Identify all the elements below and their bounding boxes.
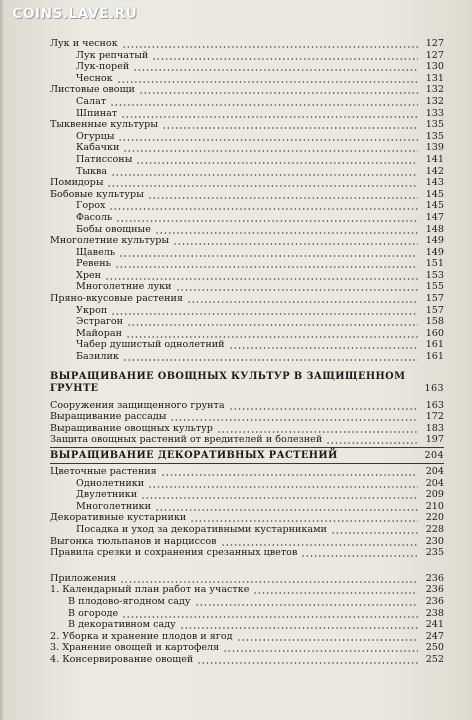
toc-entry-title: Майоран [76, 327, 122, 339]
toc-entry [50, 177, 444, 189]
toc-entry-title: Огурцы [76, 130, 115, 142]
toc-entry [50, 247, 444, 259]
leader-dots [123, 142, 418, 154]
heading-line-1: ВЫРАЩИВАНИЕ ДЕКОРАТИВНЫХ РАСТЕНИЙ [50, 450, 338, 461]
toc-page-number: 220 [425, 512, 444, 524]
toc-entry-title: Чабер душистый однолетний [76, 339, 225, 351]
toc-entry [50, 258, 444, 270]
toc-entry-title: Тыква [76, 165, 108, 177]
toc-entry [50, 50, 444, 62]
leader-dots [148, 189, 418, 201]
toc-page-number: 143 [425, 177, 444, 189]
leader-dots [326, 434, 418, 446]
toc-entry-title: Однолетники [76, 477, 145, 489]
leader-dots [126, 328, 418, 340]
toc-entry-title: Двулетники [76, 489, 138, 501]
toc-entry-title: Тыквенные культуры [50, 119, 158, 131]
leader-dots [170, 411, 418, 423]
toc-page-number: 197 [425, 434, 444, 446]
toc-page-number: 158 [425, 316, 444, 328]
leader-dots [120, 573, 418, 585]
toc-entry-title: В плодово-ягодном саду [68, 595, 191, 607]
toc-page-number: 236 [425, 572, 444, 584]
toc-page-number: 161 [425, 351, 444, 363]
toc-page-number: 135 [425, 130, 444, 142]
toc-entry-title: 3. Хранение овощей и картофеля [50, 642, 220, 654]
leader-dots [110, 96, 418, 108]
leader-dots [223, 642, 418, 654]
toc-page-number: 210 [425, 500, 444, 512]
leader-dots [176, 281, 418, 293]
toc-entry-title: Листовые овощи [50, 84, 135, 96]
leader-dots [195, 596, 418, 608]
toc-section-appendix [50, 573, 444, 666]
toc-page-number: 228 [425, 523, 444, 535]
toc-entry-title: Выгонка тюльпанов и нарциссов [50, 535, 217, 547]
toc-entry [50, 142, 444, 154]
toc-entry [50, 423, 444, 435]
divider [50, 447, 444, 448]
toc-page-number: 252 [425, 653, 444, 665]
toc-entry-title: В огороде [68, 607, 119, 619]
toc-entry [50, 73, 444, 85]
toc-entry [50, 466, 444, 478]
toc-entry [50, 339, 444, 351]
toc-entry-title: Лук репчатый [76, 49, 149, 61]
leader-dots [221, 536, 418, 548]
toc-page-number: 236 [425, 595, 444, 607]
toc-entry [50, 270, 444, 282]
leader-dots [187, 293, 418, 305]
leader-dots [139, 84, 418, 96]
toc-page-number: 157 [425, 304, 444, 316]
toc-entry-title: Эстрагон [76, 316, 124, 328]
toc-page-number: 133 [425, 107, 444, 119]
leader-dots [229, 400, 418, 412]
leader-dots [107, 177, 418, 189]
toc-entry-title: Посадка и уход за декоративными кустарниками [76, 523, 327, 535]
toc-page-number: 155 [425, 281, 444, 293]
leader-dots [331, 524, 418, 536]
toc-entry-title: Горох [76, 200, 106, 212]
toc-entry-title: Цветочные растения [50, 466, 157, 477]
leader-dots [111, 305, 418, 317]
toc-page-number: 204 [425, 466, 444, 477]
toc-section-decorative [50, 466, 444, 559]
toc-entry [50, 84, 444, 96]
toc-entry [50, 584, 444, 596]
toc-entry [50, 642, 444, 654]
leader-dots [111, 166, 418, 178]
leader-dots [121, 108, 418, 120]
toc-entry [50, 524, 444, 536]
toc-entry-title: Бобовые культуры [50, 188, 144, 200]
toc-page-number: 209 [425, 489, 444, 501]
toc-entry [50, 281, 444, 293]
toc-entry-title: В декоративном саду [68, 619, 176, 631]
divider [50, 463, 444, 464]
toc-entry-title: Шпинат [76, 107, 118, 119]
toc-entry [50, 96, 444, 108]
watermark: COINS.LAVE.RU [12, 6, 138, 22]
toc-section-greenhouse [50, 400, 444, 446]
toc-entry [50, 119, 444, 131]
toc-entry [50, 536, 444, 548]
leader-dots [141, 489, 418, 501]
leader-dots [162, 119, 418, 131]
toc-entry [50, 166, 444, 178]
leader-dots [190, 512, 418, 524]
toc-entry-title: Выращивание овощных культур [50, 422, 213, 434]
leader-dots [197, 654, 418, 666]
toc-page-number: 160 [425, 327, 444, 339]
leader-dots [253, 584, 418, 596]
toc-page-number: 149 [425, 246, 444, 258]
toc-entry-title: Помидоры [50, 177, 104, 189]
leader-dots [155, 224, 418, 236]
leader-dots [161, 466, 418, 478]
toc-page-number: 235 [425, 547, 444, 559]
toc-entry [50, 224, 444, 236]
toc-entry [50, 328, 444, 340]
toc-entry-title: Базилик [76, 351, 119, 363]
toc-entry [50, 200, 444, 212]
toc-entry-title: Приложения [50, 572, 117, 584]
toc-page-number: 139 [425, 142, 444, 154]
toc-page-number: 236 [425, 584, 444, 596]
toc-entry [50, 61, 444, 73]
toc-page-number: 172 [425, 411, 444, 423]
leader-dots [301, 547, 418, 559]
toc-entry-title: Лук и чеснок [50, 38, 118, 49]
toc-page-number: 153 [425, 269, 444, 281]
toc-entry [50, 235, 444, 247]
toc-entry [50, 212, 444, 224]
toc-page-number: 130 [425, 61, 444, 73]
toc-entry-title: Хрен [76, 269, 102, 281]
toc-entry [50, 478, 444, 490]
toc-page-number: 147 [425, 211, 444, 223]
toc-entry [50, 654, 444, 666]
toc-entry-title: Лук-порей [76, 61, 130, 73]
toc-entry-title: Декоративные кустарники [50, 512, 187, 524]
toc-entry-title: Ревень [76, 258, 111, 270]
toc-entry [50, 154, 444, 166]
toc-page-number: 151 [425, 258, 444, 270]
leader-dots [152, 50, 418, 62]
toc-page-number: 148 [425, 223, 444, 235]
toc-page-number: 250 [425, 642, 444, 654]
toc-entry-title: Патиссоны [76, 153, 133, 165]
leader-dots [123, 351, 418, 363]
leader-dots [237, 631, 418, 643]
heading-page-number: 163 [424, 382, 444, 394]
leader-dots [136, 154, 418, 166]
toc-entry-title: Правила срезки и сохранения срезанных цветов [50, 547, 298, 559]
toc-entry-title: Многолетние луки [76, 281, 172, 293]
toc-page-number: 145 [425, 200, 444, 212]
toc-entry [50, 501, 444, 513]
toc-entry [50, 631, 444, 643]
leader-dots [119, 247, 418, 259]
toc-entry-title: Пряно-вкусовые растения [50, 293, 183, 305]
toc-entry [50, 489, 444, 501]
toc-page-number: 157 [425, 293, 444, 305]
heading-line-2: ГРУНТЕ [50, 382, 99, 394]
table-of-contents [50, 38, 444, 666]
toc-page-number: 238 [425, 607, 444, 619]
toc-page-number: 204 [425, 477, 444, 489]
toc-entry-title: Сооружения защищенного грунта [50, 399, 225, 411]
leader-dots [115, 258, 418, 270]
toc-page-number: 141 [425, 153, 444, 165]
toc-entry [50, 619, 444, 631]
toc-entry [50, 596, 444, 608]
toc-entry [50, 108, 444, 120]
leader-dots [217, 423, 418, 435]
toc-entry-title: Салат [76, 95, 107, 107]
toc-entry [50, 434, 444, 446]
leader-dots [122, 38, 418, 50]
toc-page-number: 135 [425, 119, 444, 131]
toc-entry [50, 400, 444, 412]
leader-dots [155, 501, 418, 513]
toc-entry-title: Защита овощных растений от вредителей и болезней [50, 434, 323, 446]
toc-entry-title: 1. Календарный план работ на участке [50, 584, 250, 596]
section-heading-greenhouse [50, 371, 444, 383]
heading-line-1: ВЫРАЩИВАНИЕ ОВОЩНЫХ КУЛЬТУР В ЗАЩИЩЕННОМ [50, 370, 406, 382]
toc-page-number: 149 [425, 235, 444, 247]
toc-page-number: 183 [425, 422, 444, 434]
section-heading-greenhouse-cont [50, 383, 444, 395]
toc-entry [50, 38, 444, 50]
toc-page-number: 132 [425, 95, 444, 107]
toc-entry [50, 189, 444, 201]
toc-entry-title: Фасоль [76, 211, 113, 223]
toc-entry [50, 547, 444, 559]
toc-page-number: 241 [425, 619, 444, 631]
page-edge-shadow [0, 0, 4, 720]
toc-entry-title: Бобы овощные [76, 223, 151, 235]
section-heading-decorative [50, 450, 444, 462]
leader-dots [133, 61, 418, 73]
leader-dots [127, 316, 418, 328]
toc-entry-title: Выращивание рассады [50, 411, 167, 423]
toc-entry [50, 351, 444, 363]
toc-page-number: 247 [425, 630, 444, 642]
leader-dots [173, 235, 418, 247]
leader-dots [180, 619, 418, 631]
toc-entry-title: Щавель [76, 246, 116, 258]
toc-page-number: 132 [425, 84, 444, 96]
toc-page-number: 142 [425, 165, 444, 177]
toc-entry-title: Многолетние культуры [50, 235, 170, 247]
toc-entry [50, 608, 444, 620]
toc-entry [50, 411, 444, 423]
leader-dots [148, 478, 418, 490]
toc-entry [50, 512, 444, 524]
toc-page-number: 145 [425, 188, 444, 200]
toc-page-number: 230 [425, 535, 444, 547]
toc-entry [50, 305, 444, 317]
leader-dots [122, 608, 418, 620]
toc-page-number: 161 [425, 339, 444, 351]
toc-page-number: 131 [425, 72, 444, 84]
toc-page-number: 127 [425, 49, 444, 61]
toc-entry [50, 316, 444, 328]
toc-entry-title: Многолетники [76, 500, 152, 512]
toc-entry-title: 2. Уборка и хранение плодов и ягод [50, 630, 233, 642]
toc-entry [50, 131, 444, 143]
toc-entry-title: 4. Консервирование овощей [50, 653, 194, 665]
leader-dots [116, 212, 418, 224]
leader-dots [105, 270, 418, 282]
leader-dots [229, 339, 418, 351]
toc-page-number: 163 [425, 399, 444, 411]
toc-entry [50, 573, 444, 585]
toc-entry-title: Чеснок [76, 72, 113, 84]
toc-entry-title: Укроп [76, 304, 108, 316]
leader-dots [118, 131, 418, 143]
toc-entry [50, 293, 444, 305]
leader-dots [109, 200, 418, 212]
toc-section-vegetables [50, 38, 444, 363]
toc-entry-title: Кабачки [76, 142, 120, 154]
leader-dots [117, 73, 418, 85]
heading-page-number: 204 [424, 450, 444, 461]
toc-page-number: 127 [425, 38, 444, 49]
